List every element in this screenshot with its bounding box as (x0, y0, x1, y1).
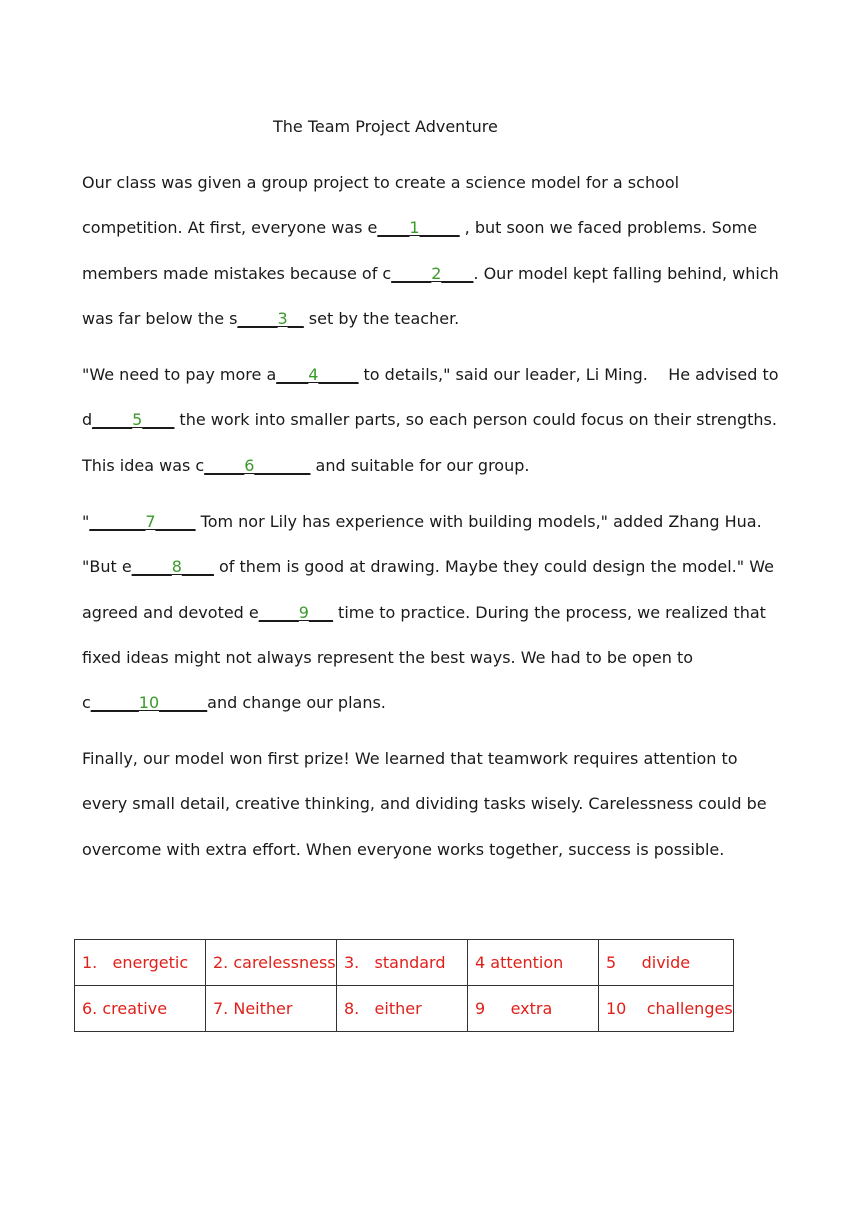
text-line (82, 443, 742, 488)
paragraph-4 (82, 736, 767, 872)
blank-underline: __ (287, 308, 304, 328)
paragraph-3 (82, 499, 774, 725)
answer-cell: 4 attention (468, 940, 599, 986)
blank-number: 10 (138, 693, 160, 713)
text-segment: set by the teacher. (303, 308, 460, 328)
blank-underline: _____ (92, 410, 133, 430)
blank-number: 9 (298, 602, 309, 622)
blank-underline: _____ (237, 308, 278, 328)
answer-cell: 3. standard (337, 940, 468, 986)
paragraph-1 (82, 160, 779, 341)
text-segment: members made mistakes because of c (82, 263, 392, 283)
paragraph-2 (82, 352, 779, 488)
answer-cell: 6. creative (75, 986, 206, 1032)
text-segment: "We need to pay more a (82, 365, 277, 384)
text-segment: agreed and devoted e (82, 602, 259, 622)
blank-underline: ____ (142, 410, 175, 430)
blank-number: 1 (409, 218, 420, 238)
blank-underline: _____ (419, 218, 460, 238)
text-line (82, 160, 742, 205)
blank-number: 2 (431, 263, 442, 283)
answer-cell: 9 extra (468, 986, 599, 1032)
text-segment: d (82, 410, 93, 430)
blank-number: 3 (277, 308, 288, 328)
text-segment: and suitable for our group. (310, 455, 530, 475)
answer-cell: 2. carelessness (206, 940, 337, 986)
text-segment: . Our model kept falling behind, which (473, 263, 779, 283)
blank-number: 5 (132, 410, 143, 430)
blank-underline: _____ (204, 455, 245, 475)
answer-cell: 7. Neither (206, 986, 337, 1032)
text-line (82, 352, 779, 397)
text-line (82, 635, 742, 680)
text-line (82, 827, 742, 872)
text-segment: fixed ideas might not always represent the best ways. We had to be open to (82, 647, 694, 667)
blank-number: 7 (145, 512, 156, 531)
blank-underline: _______ (254, 455, 311, 475)
text-line (82, 296, 742, 341)
blank-number: 8 (171, 557, 182, 577)
blank-number: 4 (308, 365, 319, 384)
text-segment: of them is good at drawing. Maybe they could design the model." We (213, 557, 774, 577)
text-segment: the work into smaller parts, so each person could focus on their strengths. (174, 410, 777, 430)
text-segment: every small detail, creative thinking, and dividing tasks wisely. Carelessness could be (82, 794, 767, 814)
blank-underline: ____ (276, 365, 309, 384)
answer-cell: 10 challenges (599, 986, 734, 1032)
text-segment: "But e (82, 557, 132, 577)
text-segment: This idea was c (82, 455, 205, 475)
blank-underline: _______ (89, 512, 146, 531)
text-line (82, 781, 767, 826)
text-segment: Tom nor Lily has experience with building models," added Zhang Hua. (195, 512, 762, 531)
answer-cell: 8. either (337, 986, 468, 1032)
text-line (82, 544, 774, 589)
blank-underline: ____ (377, 218, 410, 238)
blank-underline: _____ (391, 263, 432, 283)
blank-underline: _____ (258, 602, 299, 622)
blank-underline: ____ (181, 557, 214, 577)
text-segment: " (82, 512, 90, 531)
answer-key-table (74, 939, 734, 1032)
blank-underline: _____ (155, 512, 196, 531)
blank-underline: ____ (441, 263, 474, 283)
blank-underline: _____ (318, 365, 359, 384)
text-segment: to details," said our leader, Li Ming. He advised to (358, 365, 779, 384)
blank-number: 6 (244, 455, 255, 475)
table-row (75, 940, 734, 986)
text-segment: c (82, 693, 91, 713)
table-row (75, 986, 734, 1032)
text-line (82, 499, 762, 544)
text-line (82, 205, 758, 250)
blank-underline: ______ (90, 693, 139, 713)
answer-cell: 5 divide (599, 940, 734, 986)
document-title: The Team Project Adventure (273, 117, 498, 136)
text-segment: was far below the s (82, 308, 238, 328)
text-segment: and change our plans. (207, 693, 386, 713)
text-line (82, 680, 742, 725)
text-segment: Our class was given a group project to create a science model for a school (82, 173, 680, 192)
answer-cell: 1. energetic (75, 940, 206, 986)
text-segment: time to practice. During the process, we realized that (332, 602, 766, 622)
blank-underline: ______ (159, 693, 208, 713)
blank-underline: ___ (308, 602, 333, 622)
text-segment: overcome with extra effort. When everyone works together, success is possible. (82, 839, 725, 859)
text-line (82, 590, 766, 635)
text-line (82, 251, 779, 296)
blank-underline: _____ (131, 557, 172, 577)
text-segment: , but soon we faced problems. Some (459, 218, 758, 238)
text-segment: competition. At first, everyone was e (82, 218, 378, 238)
text-line (82, 736, 742, 781)
text-line (82, 397, 777, 442)
text-segment: Finally, our model won first prize! We learned that teamwork requires attention to (82, 749, 738, 768)
